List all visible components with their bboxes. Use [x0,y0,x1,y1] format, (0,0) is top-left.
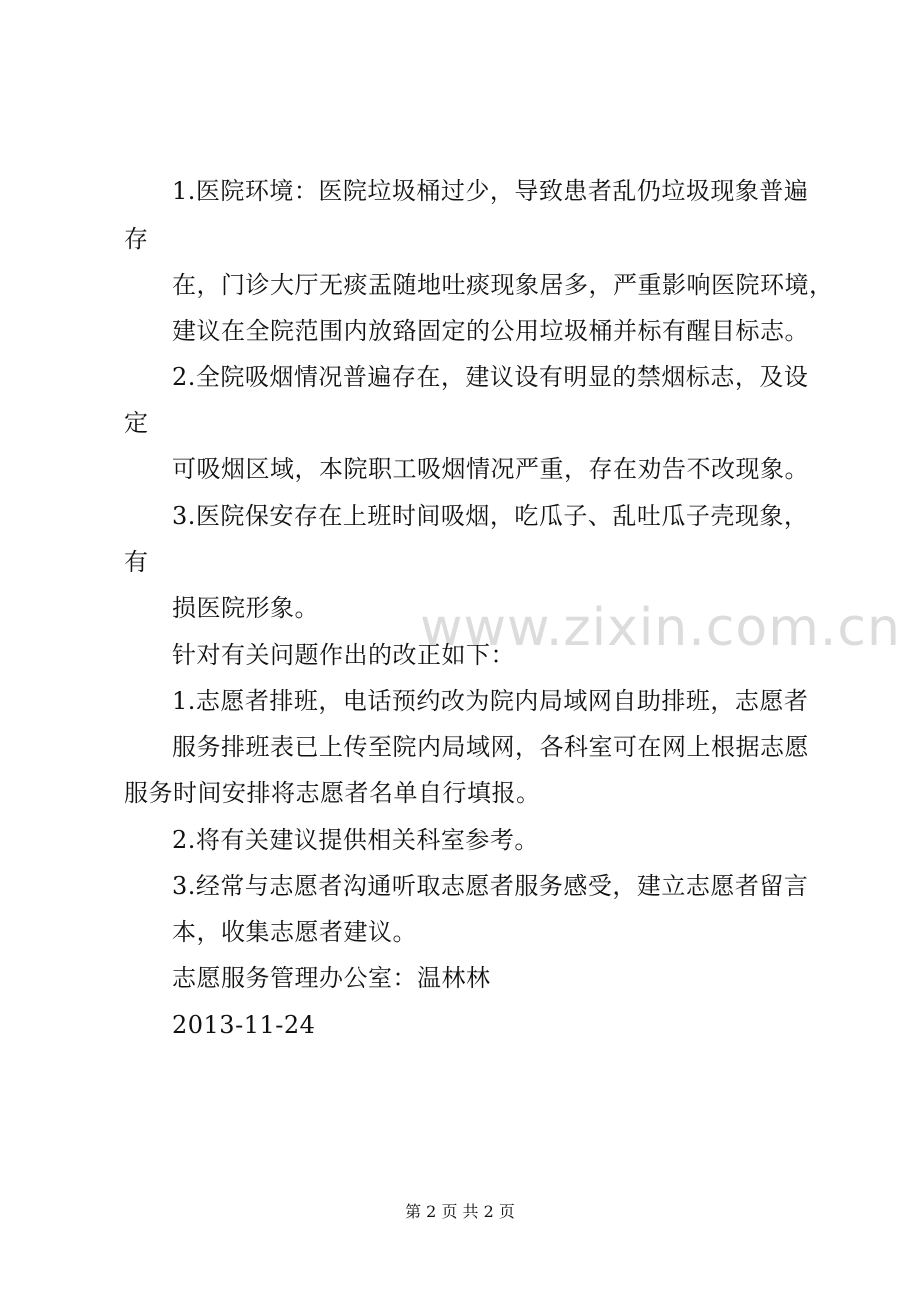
text-line-3: 在，门诊大厅无痰盂随地吐痰现象居多，严重影响医院环境， [172,271,834,299]
text-line-4: 建议在全院范围内放臵固定的公用垃圾桶并标有醒目标志。 [172,317,809,345]
watermark-text: www.zixin.com.cn [420,598,901,658]
text-line-2: 存 [124,225,149,253]
text-line-6: 定 [124,409,149,437]
text-line-9: 有 [124,548,149,576]
text-line-7: 可吸烟区域，本院职工吸烟情况严重，存在劝告不改现象。 [172,455,809,483]
text-line-13: 服务排班表已上传至院内局域网，各科室可在网上根据志愿 [172,733,809,761]
text-line-5: 2.全院吸烟情况普遍存在，建议设有明显的禁烟标志，及设 [172,363,809,391]
text-line-16: 3.经常与志愿者沟通听取志愿者服务感受，建立志愿者留言 [172,872,809,900]
text-line-1: 1.医院环境：医院垃圾桶过少，导致患者乱仍垃圾现象普遍 [172,177,809,205]
text-line-17: 本，收集志愿者建议。 [172,918,417,946]
text-line-18: 志愿服务管理办公室：温林林 [172,964,491,992]
text-line-15: 2.将有关建议提供相关科室参考。 [172,826,539,854]
text-line-14: 服务时间安排将志愿者名单自行填报。 [124,779,541,807]
text-line-10: 损医院形象。 [172,594,319,622]
text-line-19: 2013-11-24 [172,1011,316,1039]
text-line-11: 针对有关问题作出的改正如下： [172,641,515,669]
text-line-8: 3.医院保安存在上班时间吸烟，吃瓜子、乱吐瓜子壳现象， [172,502,809,530]
text-line-12: 1.志愿者排班，电话预约改为院内局域网自助排班，志愿者 [172,687,809,715]
page-number-footer: 第 2 页 共 2 页 [405,1202,515,1221]
